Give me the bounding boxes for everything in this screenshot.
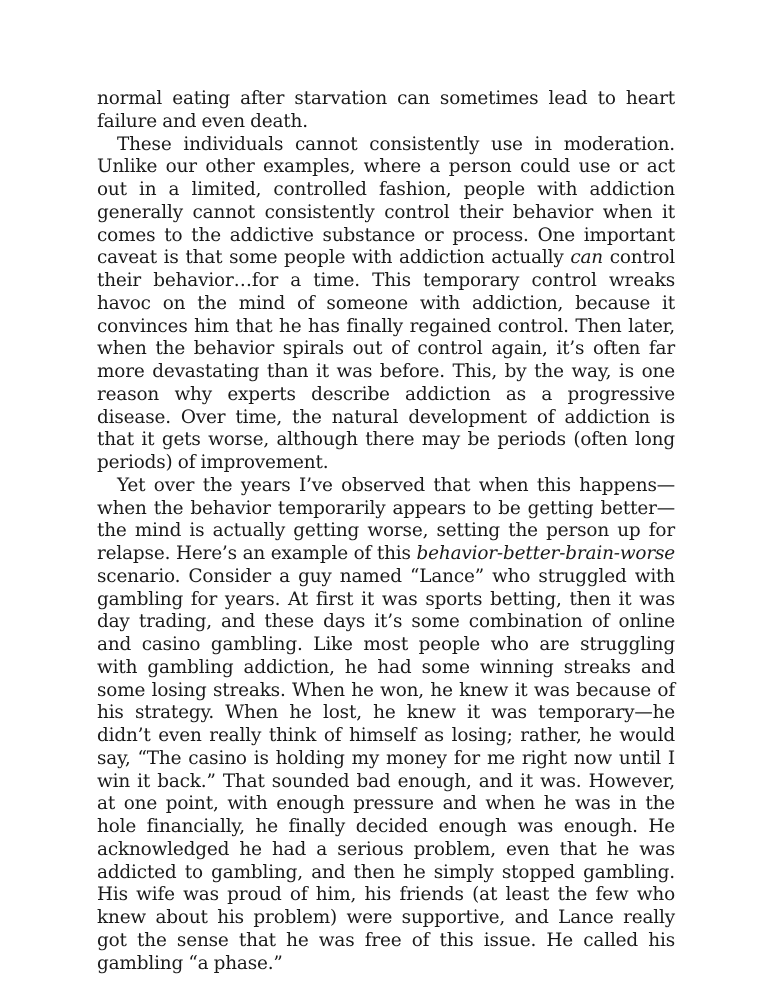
paragraph-3-text-1: Yet over the years I’ve observed that when this happens—when the behavior temporarily appears to be getting better—the mind is actually getting worse, setting the person up for relapse. Here’s an example of this [97, 474, 675, 564]
paragraph-3-text-2: scenario. Consider a guy named “Lance” who struggled with gambling for years. At first it was sports betting, then it was day trading, and these days it’s some combination of online and casino gambling. Like most people who are struggling with gambling addiction, he had some winning streaks and some losing streaks. When he won, he knew it was because of his strategy. When he lost, he knew it was temporary—he didn’t even really think of himself as losing; rather, he would say, “The casino is holding my money for me right now until I win it back.” That sounded bad enough, and it was. However, at one point, with enough pressure and when he was in the hole financially, he finally decided enough was enough. He acknowledged he had a serious problem, even that he was addicted to gambling, and then he simply stopped gambling. His wife was proud of him, his friends (at least the few who knew about his problem) were supportive, and Lance really got the sense that he was free of this issue. He called his gambling “a phase.” [97, 565, 675, 974]
paragraph-1 [97, 88, 675, 134]
paragraph-3-emphasis: behavior-better-brain-worse [416, 543, 675, 564]
paragraph-1-text: normal eating after starvation can sometimes lead to heart failure and even death. [97, 88, 675, 132]
paragraph-2 [97, 134, 675, 475]
paragraph-3 [97, 475, 675, 976]
paragraph-2-text-1: These individuals cannot consistently use in moderation. Unlike our other examples, where a person could use or act out in a limited, controlled fashion, people with addiction generally cannot consistently control their behavior when it comes to the addictive substance or process. One important caveat is that some people with addiction actually [97, 133, 675, 269]
paragraph-2-text-2: control their behavior…for a time. This temporary control wreaks havoc on the mind of someone with addiction, because it convinces him that he has finally regained control. Then later, when the behavior spirals out of control again, it’s often far more devastating than it was before. This, by the way, is one reason why experts describe addiction as a progressive disease. Over time, the natural development of addiction is that it gets worse, although there may be periods (often long periods) of improvement. [97, 247, 676, 473]
page-body [97, 88, 675, 975]
paragraph-2-emphasis: can [570, 247, 604, 269]
